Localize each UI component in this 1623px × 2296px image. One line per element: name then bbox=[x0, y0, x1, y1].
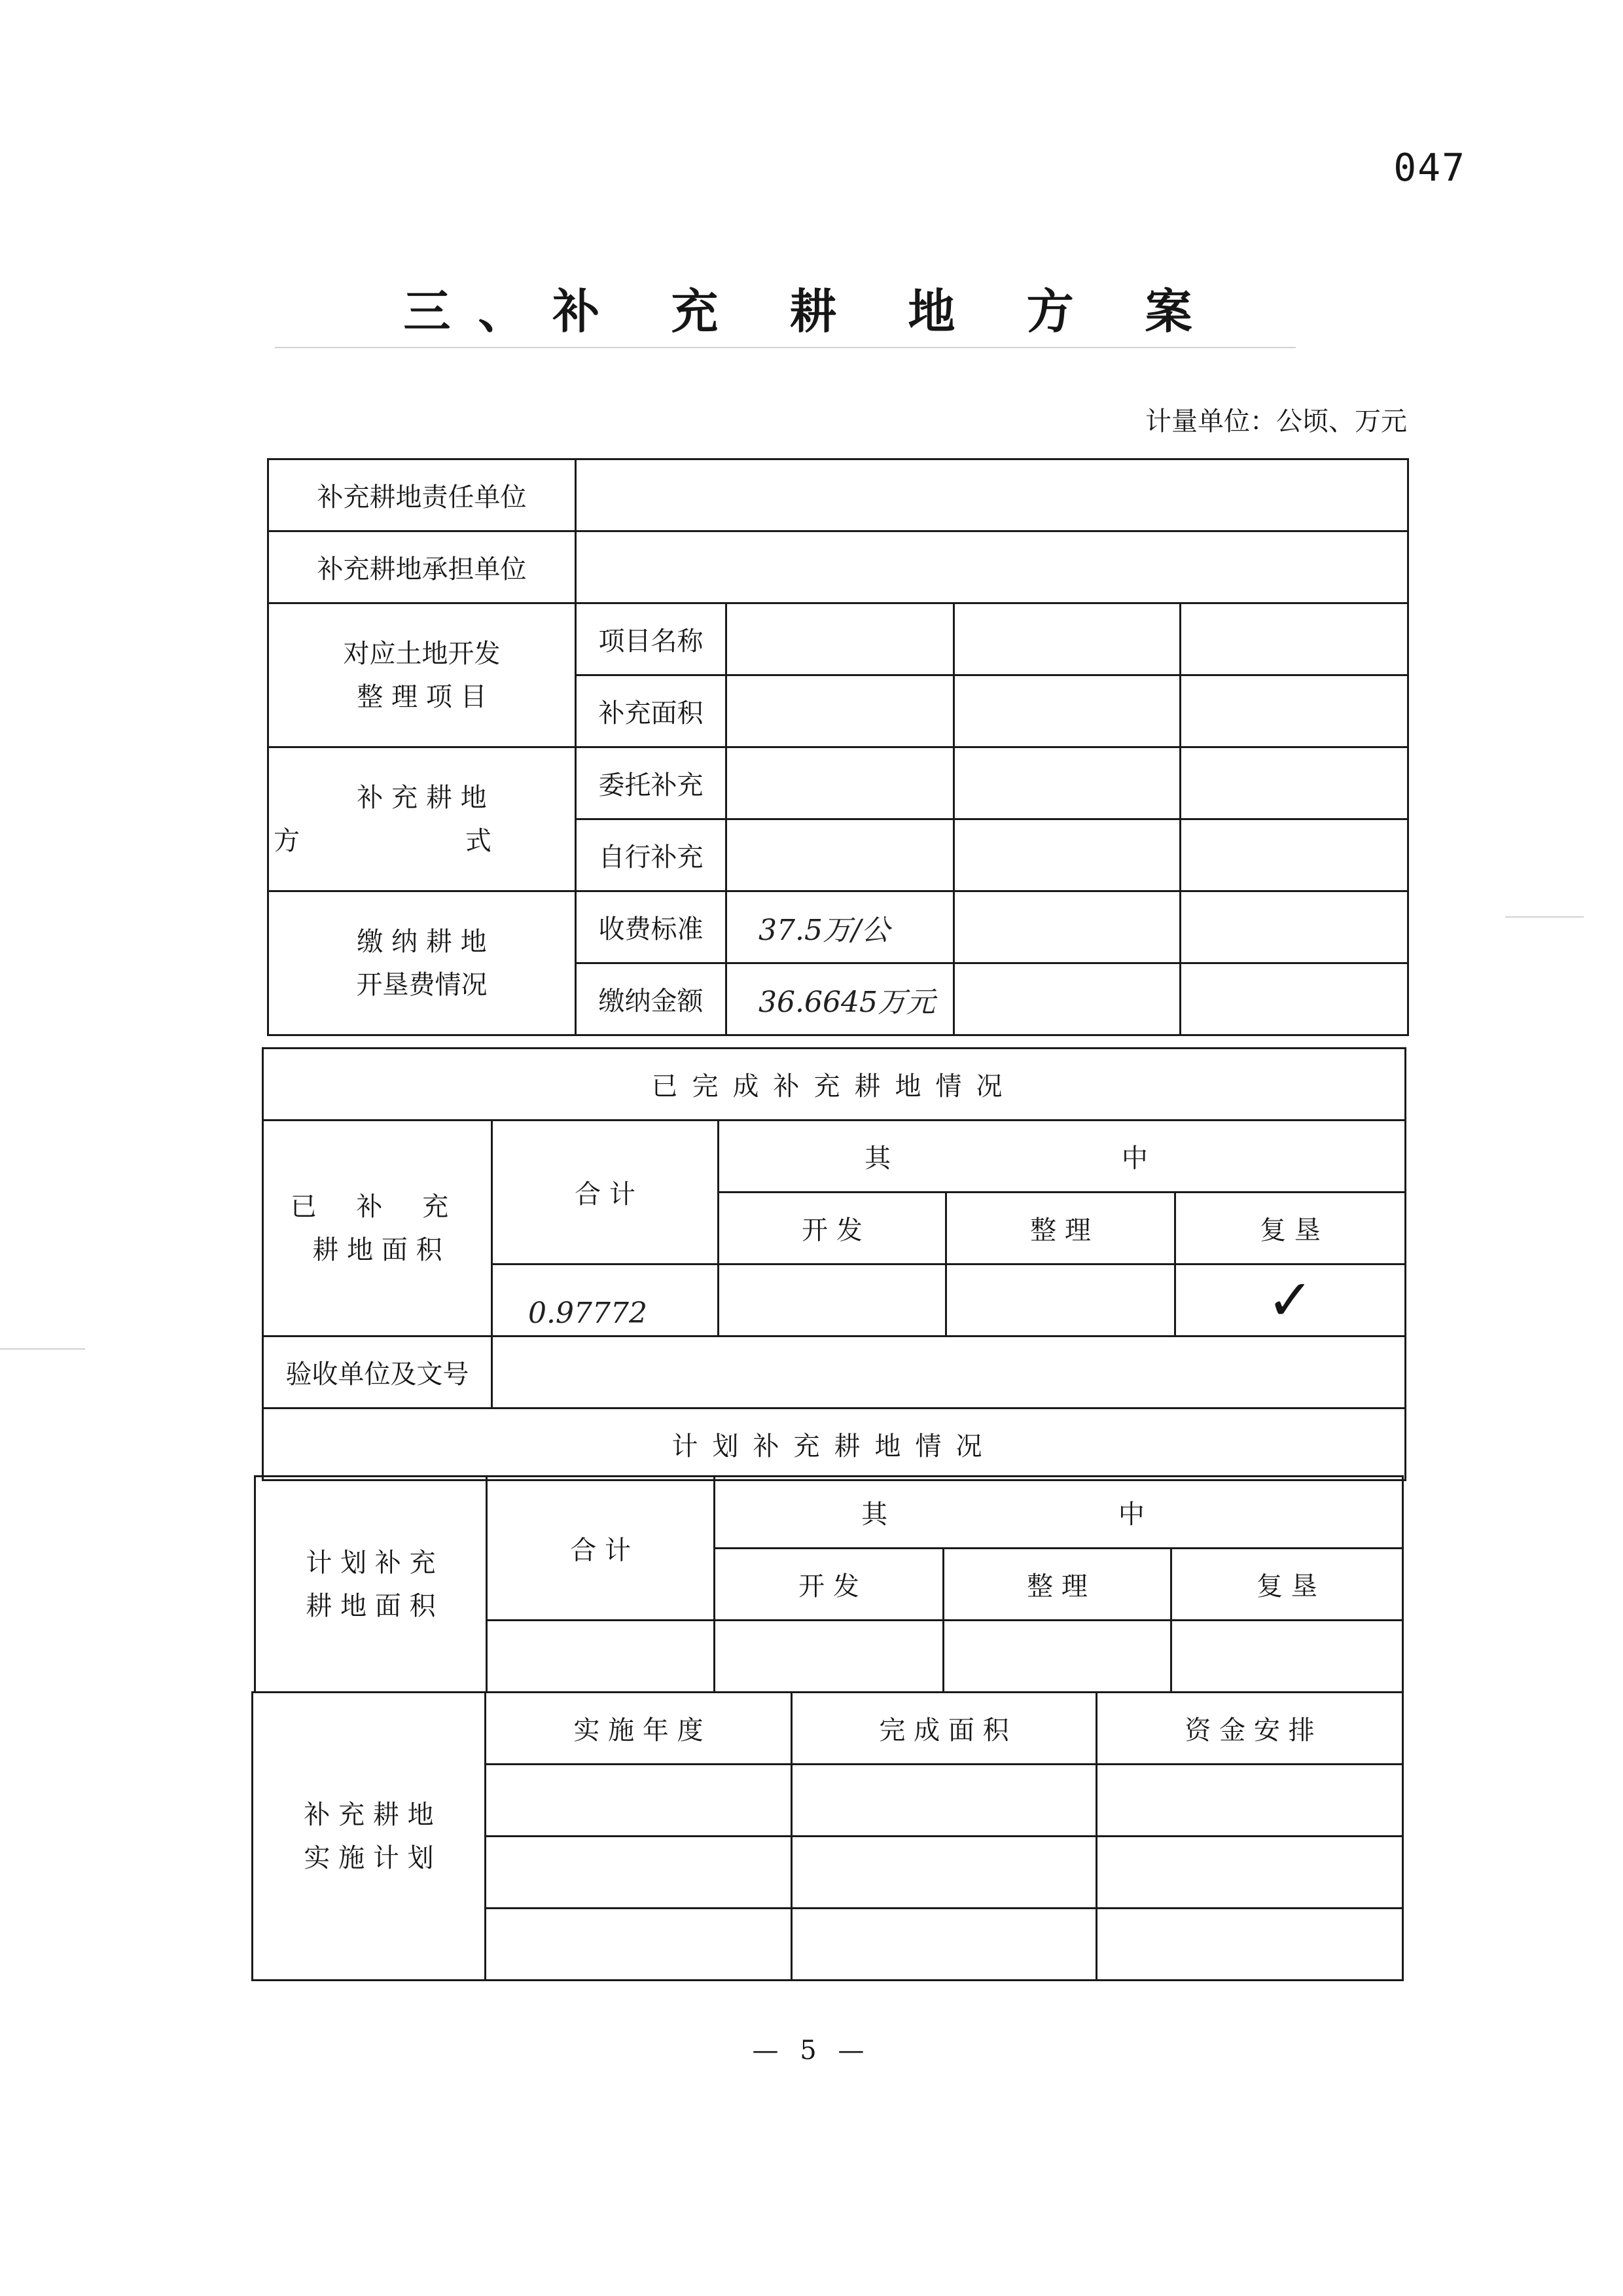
fee-standard-cell-2[interactable] bbox=[954, 891, 1181, 963]
acceptance-label: 验收单位及文号 bbox=[263, 1336, 492, 1408]
planned-section-title: 计划补充耕地情况 bbox=[263, 1408, 1406, 1480]
fee-standard-label: 收费标准 bbox=[576, 891, 726, 963]
implementation-table bbox=[251, 1691, 1404, 1981]
undertaking-unit-field[interactable] bbox=[576, 531, 1408, 603]
supplement-area-label: 补充面积 bbox=[576, 675, 726, 747]
plan-row-2-year[interactable] bbox=[486, 1837, 792, 1909]
page-footer: — 5 — bbox=[752, 2036, 871, 2066]
plan-row-1-year[interactable] bbox=[486, 1765, 792, 1837]
supplement-area-cell-3[interactable] bbox=[1181, 675, 1408, 747]
land-project-label-line1: 对应土地开发 bbox=[343, 638, 501, 669]
supplement-method-label bbox=[268, 747, 576, 891]
project-name-label: 项目名称 bbox=[576, 603, 726, 675]
land-project-label-line2: 整 理 项 目 bbox=[357, 681, 487, 712]
plan-row-2-fund[interactable] bbox=[1097, 1837, 1403, 1909]
planned-arrange-label: 整 理 bbox=[944, 1549, 1171, 1621]
planned-reclaim-value[interactable] bbox=[1171, 1621, 1403, 1693]
planned-area-label-line2: 耕 地 面 积 bbox=[306, 1590, 436, 1621]
responsible-unit-label: 补充耕地责任单位 bbox=[268, 459, 576, 531]
paid-amount-cell-2[interactable] bbox=[954, 963, 1181, 1035]
completed-arrange-value[interactable] bbox=[946, 1265, 1175, 1336]
completed-arrange-label: 整 理 bbox=[946, 1193, 1175, 1265]
implementation-plan-label-line1: 补 充 耕 地 bbox=[304, 1799, 434, 1830]
supplement-area-cell-1[interactable] bbox=[726, 675, 954, 747]
completed-table bbox=[262, 1047, 1406, 1481]
plan-row-3-fund[interactable] bbox=[1097, 1909, 1403, 1981]
planned-develop-value[interactable] bbox=[715, 1621, 944, 1693]
project-name-cell-3[interactable] bbox=[1181, 603, 1408, 675]
self-cell-1[interactable] bbox=[726, 819, 954, 891]
plan-row-3-area[interactable] bbox=[792, 1909, 1097, 1981]
undertaking-unit-label: 补充耕地承担单位 bbox=[268, 531, 576, 603]
paid-amount-value[interactable]: 36.6645万元 bbox=[726, 963, 954, 1035]
planned-total-value[interactable] bbox=[487, 1621, 715, 1693]
reclamation-fee-label bbox=[268, 891, 576, 1035]
plan-row-3-year[interactable] bbox=[486, 1909, 792, 1981]
land-project-label bbox=[268, 603, 576, 747]
completed-area-label-line1: 已 补 充 bbox=[290, 1191, 465, 1222]
reclamation-fee-label-line1: 缴 纳 耕 地 bbox=[357, 926, 487, 957]
form-table-top bbox=[267, 458, 1409, 1036]
plan-row-1-fund[interactable] bbox=[1097, 1765, 1403, 1837]
entrusted-cell-1[interactable] bbox=[726, 747, 954, 819]
implementation-year-label: 实 施 年 度 bbox=[486, 1693, 792, 1765]
completed-section-title: 已完成补充耕地情况 bbox=[263, 1049, 1406, 1121]
fund-arrangement-label: 资 金 安 排 bbox=[1097, 1693, 1403, 1765]
self-supplement-label: 自行补充 bbox=[576, 819, 726, 891]
completed-area-label bbox=[263, 1121, 492, 1336]
entrusted-cell-3[interactable] bbox=[1181, 747, 1408, 819]
implementation-plan-label bbox=[253, 1693, 486, 1981]
planned-table bbox=[254, 1475, 1404, 1693]
completed-develop-label: 开 发 bbox=[719, 1193, 946, 1265]
entrusted-supplement-label: 委托补充 bbox=[576, 747, 726, 819]
planned-among-label: 其 中 bbox=[715, 1477, 1403, 1549]
completed-among-label: 其 中 bbox=[719, 1121, 1406, 1193]
paid-amount-cell-3[interactable] bbox=[1181, 963, 1408, 1035]
plan-row-2-area[interactable] bbox=[792, 1837, 1097, 1909]
completed-area-label-line2: 耕 地 面 积 bbox=[312, 1234, 442, 1265]
paid-amount-label: 缴纳金额 bbox=[576, 963, 726, 1035]
responsible-unit-field[interactable] bbox=[576, 459, 1408, 531]
planned-area-label-line1: 计 划 补 充 bbox=[306, 1547, 436, 1578]
form-title: 三、补 充 耕 地 方 案 bbox=[403, 284, 1220, 339]
fee-standard-value[interactable]: 37.5万/公 bbox=[726, 891, 954, 963]
self-cell-3[interactable] bbox=[1181, 819, 1408, 891]
fee-standard-cell-3[interactable] bbox=[1181, 891, 1408, 963]
completed-develop-value[interactable] bbox=[719, 1265, 946, 1336]
project-name-cell-1[interactable] bbox=[726, 603, 954, 675]
measurement-unit: 计量单位：公顷、万元 bbox=[1145, 406, 1407, 437]
supplement-area-cell-2[interactable] bbox=[954, 675, 1181, 747]
planned-develop-label: 开 发 bbox=[715, 1549, 944, 1621]
self-cell-2[interactable] bbox=[954, 819, 1181, 891]
supplement-method-label-line2: 方 式 bbox=[274, 825, 570, 856]
completed-total-label: 合 计 bbox=[492, 1121, 719, 1265]
planned-total-label: 合 计 bbox=[487, 1477, 715, 1621]
implementation-plan-label-line2: 实 施 计 划 bbox=[304, 1842, 434, 1873]
plan-row-1-area[interactable] bbox=[792, 1765, 1097, 1837]
entrusted-cell-2[interactable] bbox=[954, 747, 1181, 819]
page-number: 047 bbox=[1393, 145, 1466, 190]
completion-area-label: 完 成 面 积 bbox=[792, 1693, 1097, 1765]
planned-reclaim-label: 复 垦 bbox=[1171, 1549, 1403, 1621]
project-name-cell-2[interactable] bbox=[954, 603, 1181, 675]
supplement-method-label-line1: 补 充 耕 地 bbox=[357, 782, 487, 813]
completed-total-value[interactable]: 0.97772 bbox=[492, 1265, 719, 1336]
completed-reclaim-check[interactable]: ✓ bbox=[1175, 1265, 1406, 1336]
planned-arrange-value[interactable] bbox=[944, 1621, 1171, 1693]
completed-reclaim-label: 复 垦 bbox=[1175, 1193, 1406, 1265]
acceptance-field[interactable] bbox=[492, 1336, 1406, 1408]
reclamation-fee-label-line2: 开垦费情况 bbox=[356, 969, 488, 1000]
planned-area-label bbox=[255, 1477, 487, 1693]
